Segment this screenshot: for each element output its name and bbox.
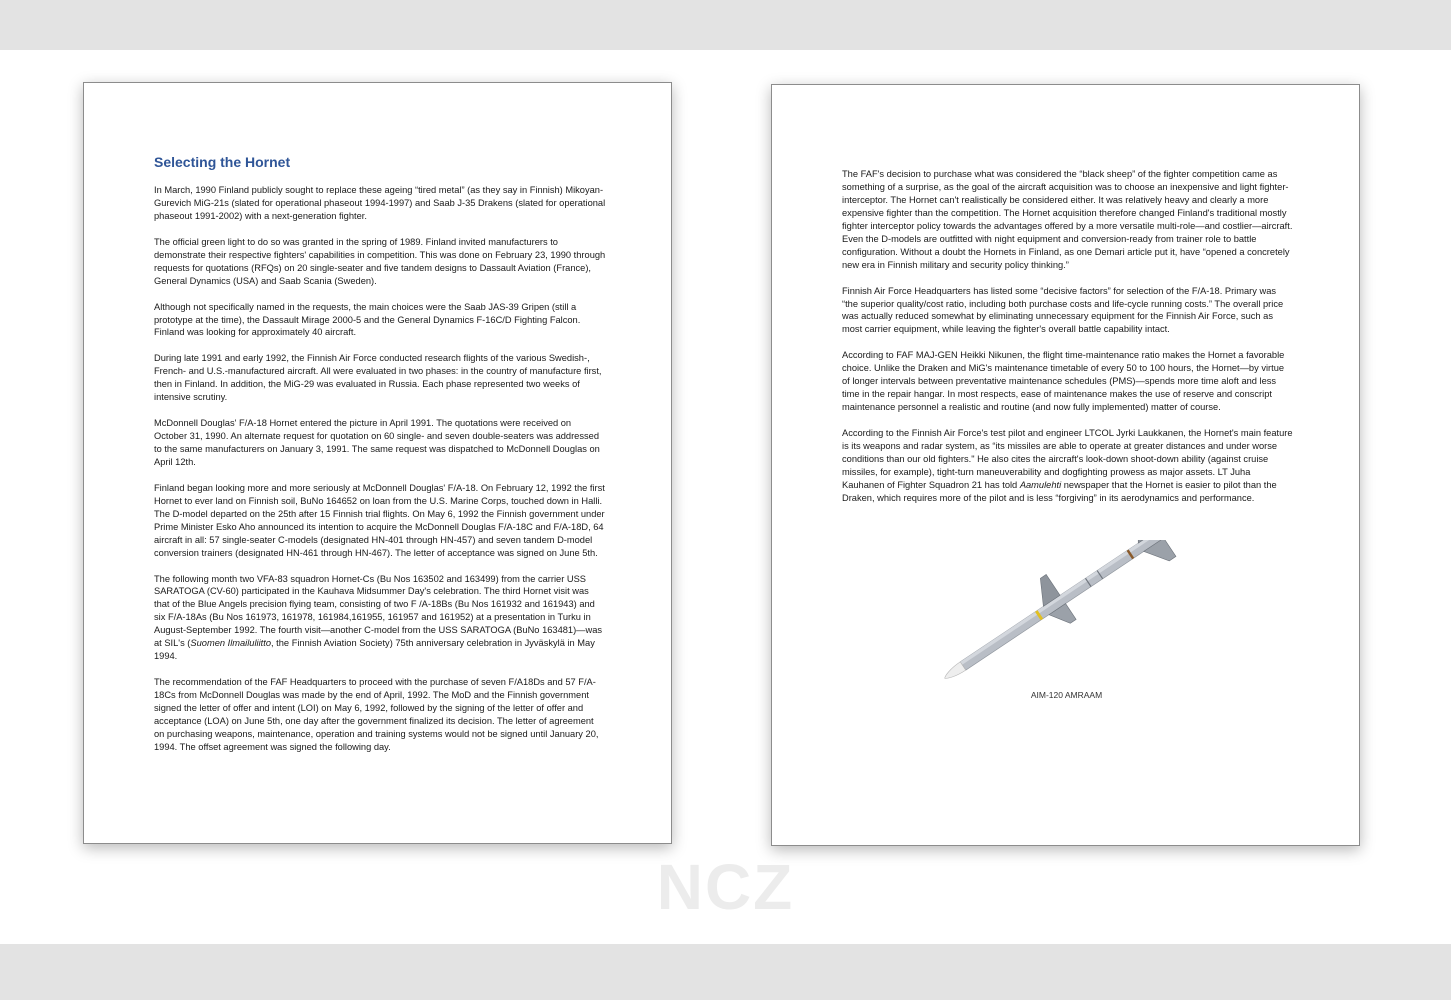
paragraph: Although not specifically named in the requests, the main choices were the Saab JAS-39 Gripen (still a prototype at the time), the Dassault Mirage 2000-5 and the General Dynamics F-16C/D Fighting Falcon. Finland was looking for approximately 40 aircraft. bbox=[154, 301, 581, 338]
body-text-right bbox=[842, 168, 1294, 518]
paragraph: During late 1991 and early 1992, the Finnish Air Force conducted research flights of the various Swedish-, French- and U.S.-manufactured aircraft. All were evaluated in two phases: in the country of manufacture first, then in Finland. In addition, the MiG-29 was evaluated in Russia. Each phase represented two weeks of intensive scrutiny. bbox=[154, 353, 602, 403]
text-run: The following month two VFA-83 squadron Hornet-Cs (Bu Nos 163502 and 163499) from the carrier USS SARATOGA (CV-60) participated in the Kauhava Midsummer Day's celebration. The third Hornet visit was that of the Blue Angels precision flying team, consisting of two F /A-18Bs (Bu Nos 161932 and 161943) and six F/A-18As (Bu Nos 161973, 161978, 161984,161955, 161957 and 161952) at a presentation in Turku in August-September 1992. The fourth visit—another C-model from the USS SARATOGA (BuNo 163481)—was at SIL's ( bbox=[154, 573, 603, 649]
paragraph: According to FAF MAJ-GEN Heikki Nikunen, the flight time-maintenance ratio makes the Hornet a favorable choice. Unlike the Draken and MiG's maintenance timetable of every 50 to 100 hours, the Hornet—by virtue of longer intervals between preventative maintenance schedules (PMS)—spends more time aloft and less time in the repair hangar. In most respects, ease of maintenance makes the use of reserve and conscript maintenance personnel a realistic and routine (and now fully implemented) matter of course. bbox=[842, 350, 1285, 413]
section-heading: Selecting the Hornet bbox=[154, 154, 291, 170]
paragraph: The official green light to do so was granted in the spring of 1989. Finland invited manufacturers to demonstrate their respective fighters' capabilities in competition. This was done on February 23, 1990 through requests for quotations (RFQs) on 20 single-seater and five tandem designs to Dassault Aviation (France), General Dynamics (USA) and Saab Scania (Sweden). bbox=[154, 236, 606, 286]
document-page-right bbox=[771, 84, 1360, 846]
paragraph: The FAF's decision to purchase what was considered the “black sheep” of the fighter competition came as something of a surprise, as the goal of the aircraft acquisition was to choose an inexpensive and light fighter-interceptor. The Hornet can't realistically be considered either. It was relatively heavy and clearly a more expensive fighter than the competition. The Hornet acquisition therefore changed Finland's traditional mostly fighter interceptor policy towards the advantages offered by a more versatile multi-role—and costlier—aircraft. Even the D-models are outfitted with night equipment and conversion-ready from trainer role to battle configuration. Without a doubt the Hornets in Finland, as one Demari article put it, have “opened a concretely new era in Finnish military and security policy thinking.” bbox=[842, 169, 1293, 270]
paragraph: McDonnell Douglas' F/A-18 Hornet entered the picture in April 1991. The quotations were received on October 31, 1990. An alternate request for quotation on 60 single- and seven double-seaters was addressed to the same manufacturers on January 3, 1991. The same request was dispatched to McDonnell Douglas on April 12th. bbox=[154, 418, 600, 467]
paragraph: The recommendation of the FAF Headquarters to proceed with the purchase of seven F/A18Ds and 57 F/A-18Cs from McDonnell Douglas was made by the end of April, 1992. The MoD and the Finnish government signed the letter of offer and intent (LOI) on May 6, 1992, followed by the signing of the letter of offer and acceptance (LOA) on June 5th, one day after the government finalized its decision. The letter of agreement on purchasing weapons, maintenance, operation and training systems would not be signed until January 20, 1994. The offset agreement was signed the following day. bbox=[154, 677, 599, 752]
paragraph: Finland began looking more and more seriously at McDonnell Douglas' F/A-18. On February 12, 1992 the first Hornet to ever land on Finnish soil, BuNo 164652 on loan from the U.S. Marine Corps, touched down in Halli. The D-model departed on the 25th after 15 Finnish trial flights. On May 6, 1992 the Finnish government under Prime Minister Esko Aho announced its intention to acquire the McDonnell Douglas F/A-18C and F/A-18D, 64 aircraft in all: 57 single-seater C-models (designated HN-401 through HN-457) and seven tandem D-model conversion trainers (designated HN-461 through HN-467). The letter of acceptance was signed on June 5th. bbox=[154, 482, 605, 558]
text-run: , the Finnish Aviation Society) 75th anniversary celebration in Jyväskylä in May 1994. bbox=[154, 638, 595, 662]
italic-text: Aamulehti bbox=[1019, 479, 1062, 490]
paragraph bbox=[154, 573, 606, 664]
watermark-logo: NCZ bbox=[656, 851, 795, 923]
italic-text: Suomen Ilmailuliitto bbox=[190, 638, 272, 649]
top-band bbox=[0, 0, 1451, 50]
text-run: newspaper that the Hornet is easier to pilot than the Draken, which requires more of the pilot and is less “forgiving” in its aerodynamics and performance. bbox=[842, 479, 1277, 503]
paragraph bbox=[842, 427, 1294, 505]
body-text-left bbox=[154, 184, 606, 767]
bottom-band bbox=[0, 944, 1451, 1000]
missile-illustration bbox=[942, 540, 1182, 690]
paragraph: In March, 1990 Finland publicly sought to replace these ageing “tired metal” (as they say in Finnish) Mikoyan-Gurevich MiG-21s (slated for operational phaseout 1994-1997) and Saab J-35 Drakens (slated for operational phaseout 1991-2002) with a next-generation fighter. bbox=[154, 185, 606, 221]
paragraph: Finnish Air Force Headquarters has listed some “decisive factors” for selection of the F/A-18. Primary was “the superior quality/cost ratio, including both purchase costs and life-cycle running costs.” The overall price was actually reduced somewhat by eliminating unnecessary equipment for the Finnish Air Force, such as most carrier equipment, while leaving the fighter's overall battle capability intact. bbox=[842, 285, 1284, 335]
image-caption: AIM-120 AMRAAM bbox=[1030, 690, 1103, 700]
document-page-left bbox=[83, 82, 672, 844]
missile-image bbox=[942, 540, 1182, 690]
text-run: According to the Finnish Air Force's test pilot and engineer LTCOL Jyrki Laukkanen, the Hornet's main feature is its weapons and radar system, as “its missiles are able to operate at greater distances and under worse conditions than our old fighters." He also cites the aircraft's look-down shoot-down ability (against cruise missiles, for example), tight-turn maneuverability and dogfighting prowess as major assets. LT Juha Kauhanen of Fighter Squadron 21 has told bbox=[842, 428, 1293, 490]
